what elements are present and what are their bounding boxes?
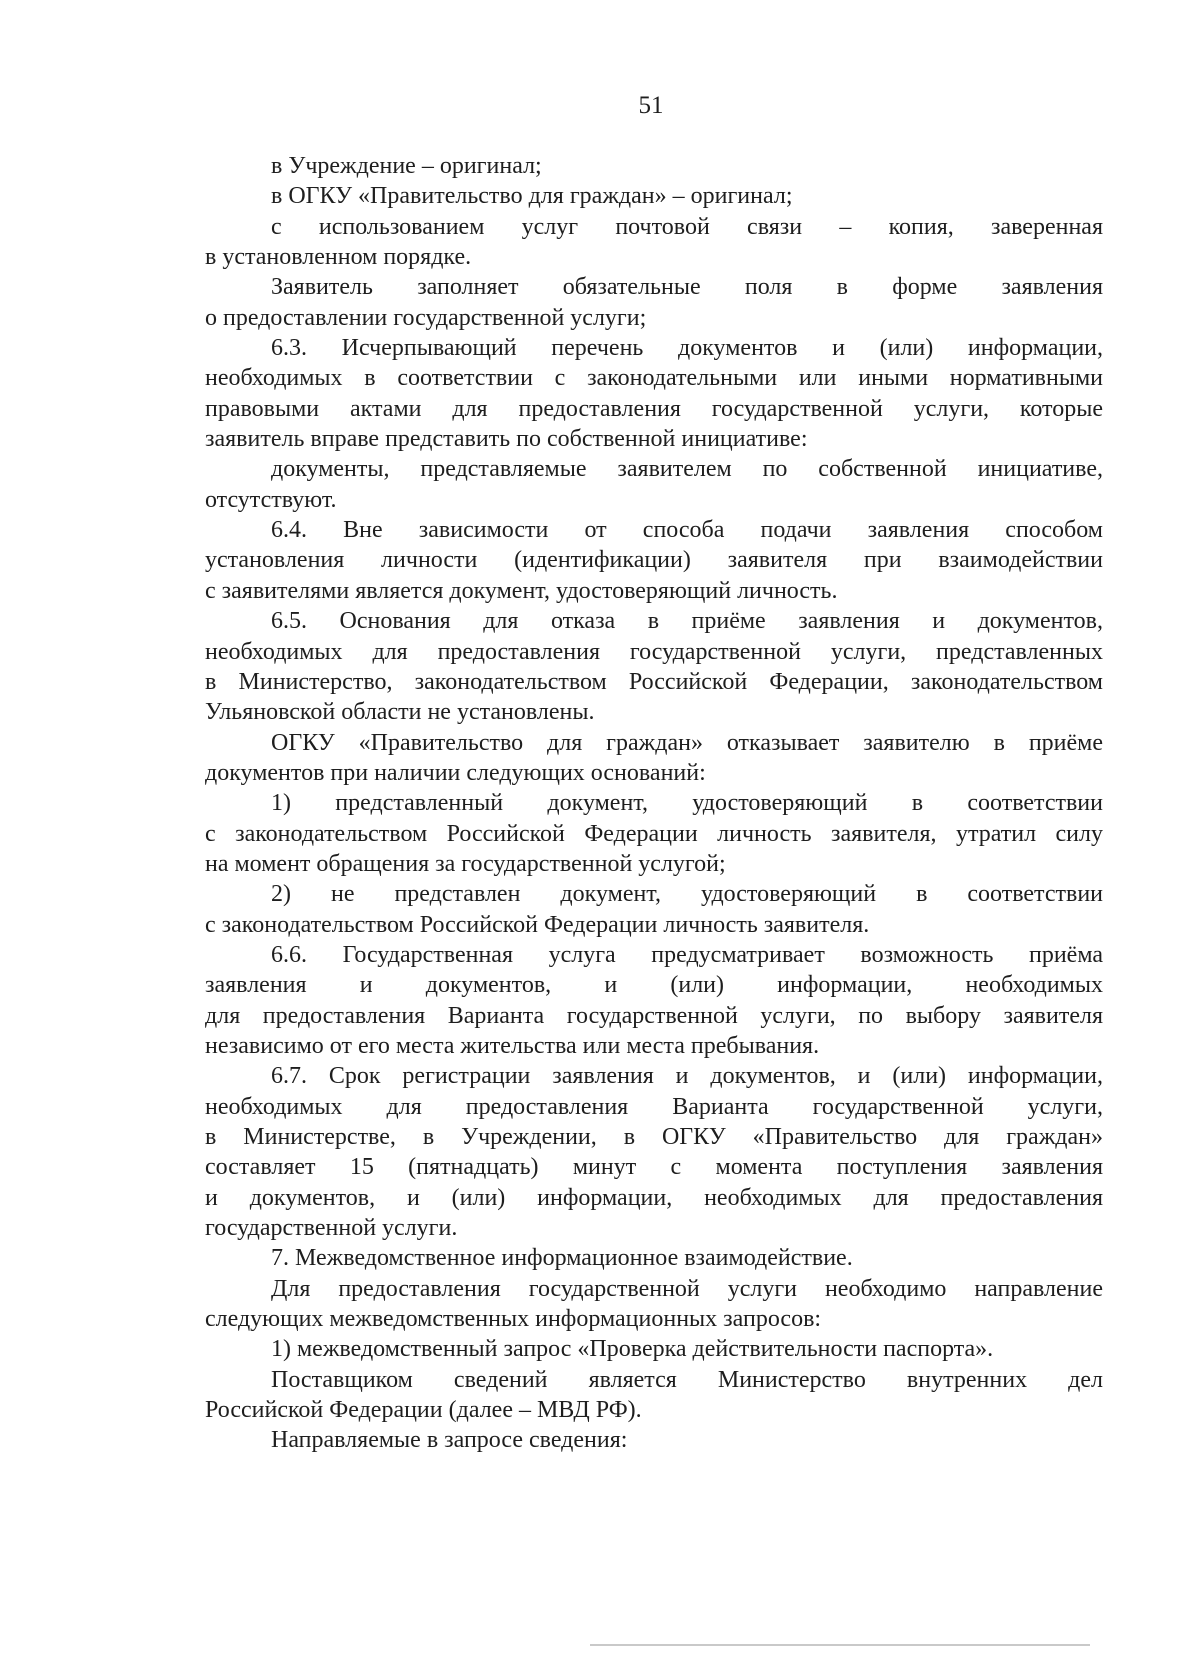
- text-line: 2) не представлен документ, удостоверяющий в соответствии: [271, 881, 1103, 908]
- text-line: Ульяновской области не установлены.: [205, 699, 595, 726]
- text-line: 6.7. Срок регистрации заявления и документов, и (или) информации,: [271, 1063, 1103, 1090]
- text-line: 7. Межведомственное информационное взаимодействие.: [271, 1245, 853, 1272]
- text-line: необходимых для предоставления государственной услуги, представленных: [205, 638, 1103, 665]
- text-line: с использованием услуг почтовой связи – копия, заверенная: [271, 213, 1103, 240]
- text-line: для предоставления Варианта государственной услуги, по выбору заявителя: [205, 1002, 1103, 1029]
- text-line: документы, представляемые заявителем по собственной инициативе,: [271, 456, 1103, 483]
- text-line: установления личности (идентификации) заявителя при взаимодействии: [205, 547, 1103, 574]
- text-line: о предоставлении государственной услуги;: [205, 304, 647, 331]
- text-line: Направляемые в запросе сведения:: [271, 1427, 628, 1454]
- text-line: в Министерство, законодательством Российской Федерации, законодательством: [205, 668, 1103, 695]
- text-line: и документов, и (или) информации, необходимых для предоставления: [205, 1184, 1103, 1211]
- text-line: на момент обращения за государственной услугой;: [205, 850, 726, 877]
- text-line: с заявителями является документ, удостоверяющий личность.: [205, 577, 838, 604]
- text-line: 1) представленный документ, удостоверяющий в соответствии: [271, 790, 1103, 817]
- text-line: Поставщиком сведений является Министерство внутренних дел: [271, 1366, 1103, 1393]
- text-line: заявитель вправе представить по собственной инициативе:: [205, 426, 808, 453]
- text-line: независимо от его места жительства или места пребывания.: [205, 1032, 820, 1059]
- text-line: государственной услуги.: [205, 1215, 458, 1242]
- page-number: 51: [638, 92, 664, 119]
- text-line: составляет 15 (пятнадцать) минут с момента поступления заявления: [205, 1154, 1103, 1181]
- text-line: необходимых в соответствии с законодательными или иными нормативными: [205, 365, 1103, 392]
- text-line: в ОГКУ «Правительство для граждан» – оригинал;: [271, 183, 793, 210]
- document-body: [205, 151, 1103, 1456]
- text-line: в Учреждение – оригинал;: [271, 153, 542, 179]
- text-line: отсутствуют.: [205, 486, 337, 513]
- scan-artifact-line: [590, 1644, 1090, 1646]
- text-line: Российской Федерации (далее – МВД РФ).: [205, 1397, 642, 1424]
- text-line: в установленном порядке.: [205, 244, 472, 271]
- text-line: с законодательством Российской Федерации личность заявителя.: [205, 911, 870, 938]
- text-line: 6.6. Государственная услуга предусматривает возможность приёма: [271, 941, 1103, 968]
- text-line: ОГКУ «Правительство для граждан» отказывает заявителю в приёме: [271, 729, 1103, 756]
- text-line: 6.4. Вне зависимости от способа подачи заявления способом: [271, 517, 1103, 544]
- text-line: с законодательством Российской Федерации личность заявителя, утратил силу: [205, 820, 1103, 847]
- text-line: правовыми актами для предоставления государственной услуги, которые: [205, 395, 1103, 422]
- text-line: 6.5. Основания для отказа в приёме заявления и документов,: [271, 608, 1103, 635]
- text-line: заявления и документов, и (или) информации, необходимых: [205, 972, 1103, 999]
- text-line: необходимых для предоставления Варианта государственной услуги,: [205, 1093, 1103, 1120]
- text-line: документов при наличии следующих оснований:: [205, 759, 706, 786]
- text-line: Заявитель заполняет обязательные поля в форме заявления: [271, 274, 1103, 301]
- text-line: в Министерстве, в Учреждении, в ОГКУ «Правительство для граждан»: [205, 1124, 1103, 1150]
- text-line: 1) межведомственный запрос «Проверка действительности паспорта».: [271, 1336, 994, 1363]
- text-line: Для предоставления государственной услуги необходимо направление: [271, 1275, 1103, 1302]
- text-line: следующих межведомственных информационных запросов:: [205, 1306, 822, 1333]
- text-line: 6.3. Исчерпывающий перечень документов и (или) информации,: [271, 335, 1103, 362]
